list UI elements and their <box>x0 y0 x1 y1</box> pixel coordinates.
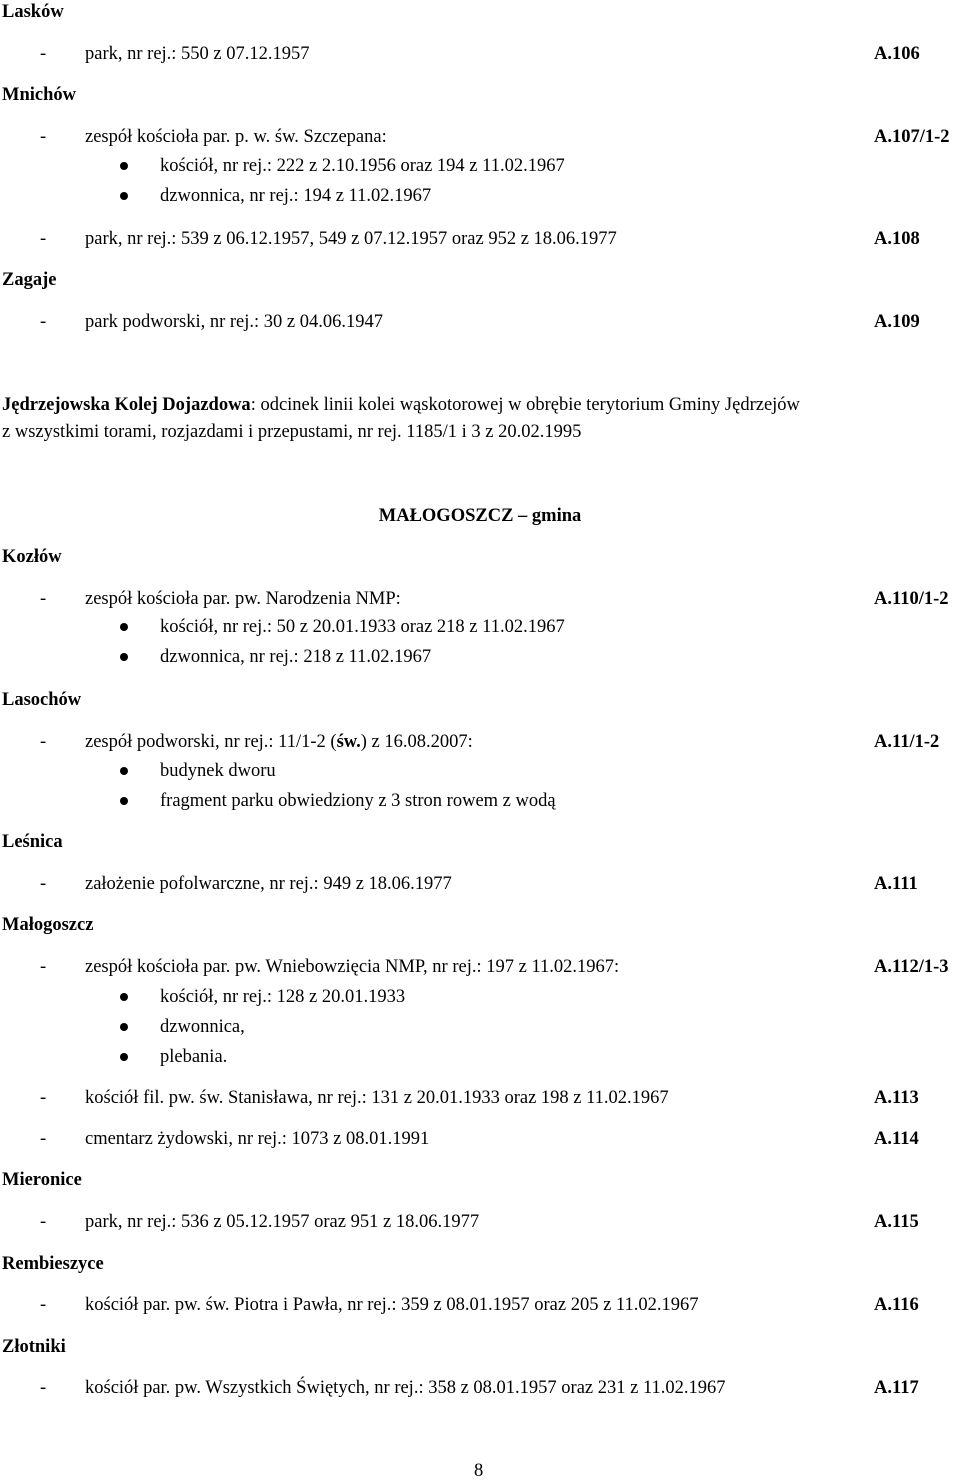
register-code: A.11/1-2 <box>874 732 940 752</box>
dash: - <box>40 312 47 332</box>
dash: - <box>40 127 47 147</box>
entry-kozlow-zespol: zespół kościoła par. pw. Narodzenia NMP: <box>85 589 401 609</box>
entry-zlotniki-kosciol: kościół par. pw. Wszystkich Świętych, nr rej.: 358 z 08.01.1957 oraz 231 z 11.02.1967 <box>85 1378 726 1398</box>
entry-malogoszcz-dzwonnica: dzwonnica, <box>160 1017 245 1037</box>
section-malogoszcz: Małogoszcz <box>2 915 94 935</box>
dash: - <box>40 229 47 249</box>
dash: - <box>40 589 47 609</box>
entry-lesnica-zalozenie: założenie pofolwarczne, nr rej.: 949 z 18.06.1977 <box>85 874 452 894</box>
text-part: zespół podworski, nr rej.: 11/1-2 ( <box>85 732 337 752</box>
entry-mnichow-kosciol: kościół, nr rej.: 222 z 2.10.1956 oraz 194 z 11.02.1967 <box>160 156 565 176</box>
register-code: A.108 <box>874 229 920 249</box>
bullet-icon <box>120 623 128 631</box>
entry-lasochow-dwor: budynek dworu <box>160 761 276 781</box>
section-kozlow: Kozłów <box>2 547 62 567</box>
dash: - <box>40 1212 47 1232</box>
register-code: A.109 <box>874 312 920 332</box>
entry-kozlow-kosciol: kościół, nr rej.: 50 z 20.01.1933 oraz 218 z 11.02.1967 <box>160 617 565 637</box>
entry-kolej-line1 <box>2 394 800 416</box>
kolej-desc: : odcinek linii kolei wąskotorowej w obrębie terytorium Gminy Jędrzejów <box>250 395 800 415</box>
register-code: A.107/1-2 <box>874 127 950 147</box>
register-code: A.111 <box>874 874 918 894</box>
section-lasochow: Lasochów <box>2 690 82 710</box>
dash: - <box>40 1378 47 1398</box>
entry-zagaje-park: park podworski, nr rej.: 30 z 04.06.1947 <box>85 312 384 332</box>
dash: - <box>40 732 47 752</box>
entry-malogoszcz-plebania: plebania. <box>160 1047 228 1067</box>
entry-malogoszcz-kosciol: kościół, nr rej.: 128 z 20.01.1933 <box>160 987 406 1007</box>
bullet-icon <box>120 162 128 170</box>
dash: - <box>40 1088 47 1108</box>
section-zlotniki: Złotniki <box>2 1337 66 1357</box>
register-code: A.116 <box>874 1295 919 1315</box>
page-number: 8 <box>474 1461 484 1481</box>
section-mieronice: Mieronice <box>2 1170 82 1190</box>
section-laskow: Lasków <box>2 2 64 22</box>
entry-mnichow-zespol: zespół kościoła par. p. w. św. Szczepana: <box>85 127 387 147</box>
gmina-heading: MAŁOGOSZCZ – gmina <box>378 506 582 526</box>
entry-rembieszyce-kosciol: kościół par. pw. św. Piotra i Pawła, nr rej.: 359 z 08.01.1957 oraz 205 z 11.02.1967 <box>85 1295 699 1315</box>
bullet-icon <box>120 653 128 661</box>
entry-mnichow-park: park, nr rej.: 539 z 06.12.1957, 549 z 07.12.1957 oraz 952 z 18.06.1977 <box>85 229 617 249</box>
bullet-icon <box>120 192 128 200</box>
register-code: A.115 <box>874 1212 919 1232</box>
dash: - <box>40 44 47 64</box>
entry-malogoszcz-kosciol-fil: kościół fil. pw. św. Stanisława, nr rej.: 131 z 20.01.1933 oraz 198 z 11.02.1967 <box>85 1088 669 1108</box>
register-code: A.106 <box>874 44 920 64</box>
section-lesnica: Leśnica <box>2 832 63 852</box>
entry-kolej-line2: z wszystkimi torami, rozjazdami i przepustami, nr rej. 1185/1 i 3 z 20.02.1995 <box>2 422 582 442</box>
entry-lasochow-park: fragment parku obwiedziony z 3 stron rowem z wodą <box>160 791 556 811</box>
section-zagaje: Zagaje <box>2 270 57 290</box>
text-part: ) z 16.08.2007: <box>360 732 473 752</box>
register-code: A.110/1-2 <box>874 589 949 609</box>
entry-mieronice-park: park, nr rej.: 536 z 05.12.1957 oraz 951 z 18.06.1977 <box>85 1212 480 1232</box>
bullet-icon <box>120 797 128 805</box>
entry-mnichow-dzwonnica: dzwonnica, nr rej.: 194 z 11.02.1967 <box>160 186 432 206</box>
register-code: A.112/1-3 <box>874 957 949 977</box>
entry-malogoszcz-zespol: zespół kościoła par. pw. Wniebowzięcia NMP, nr rej.: 197 z 11.02.1967: <box>85 957 620 977</box>
section-mnichow: Mnichów <box>2 85 76 105</box>
bullet-icon <box>120 1023 128 1031</box>
register-code: A.114 <box>874 1129 919 1149</box>
register-code: A.113 <box>874 1088 919 1108</box>
bullet-icon <box>120 767 128 775</box>
dash: - <box>40 874 47 894</box>
entry-malogoszcz-cmentarz: cmentarz żydowski, nr rej.: 1073 z 08.01.1991 <box>85 1129 430 1149</box>
bullet-icon <box>120 993 128 1001</box>
section-rembieszyce: Rembieszyce <box>2 1254 104 1274</box>
entry-laskow-park: park, nr rej.: 550 z 07.12.1957 <box>85 44 310 64</box>
register-code: A.117 <box>874 1378 919 1398</box>
entry-lasochow-zespol <box>85 731 473 753</box>
dash: - <box>40 957 47 977</box>
text-part-bold: św. <box>336 732 361 752</box>
entry-kozlow-dzwonnica: dzwonnica, nr rej.: 218 z 11.02.1967 <box>160 647 432 667</box>
bullet-icon <box>120 1053 128 1061</box>
kolej-name: Jędrzejowska Kolej Dojazdowa <box>2 395 251 415</box>
dash: - <box>40 1129 47 1149</box>
dash: - <box>40 1295 47 1315</box>
